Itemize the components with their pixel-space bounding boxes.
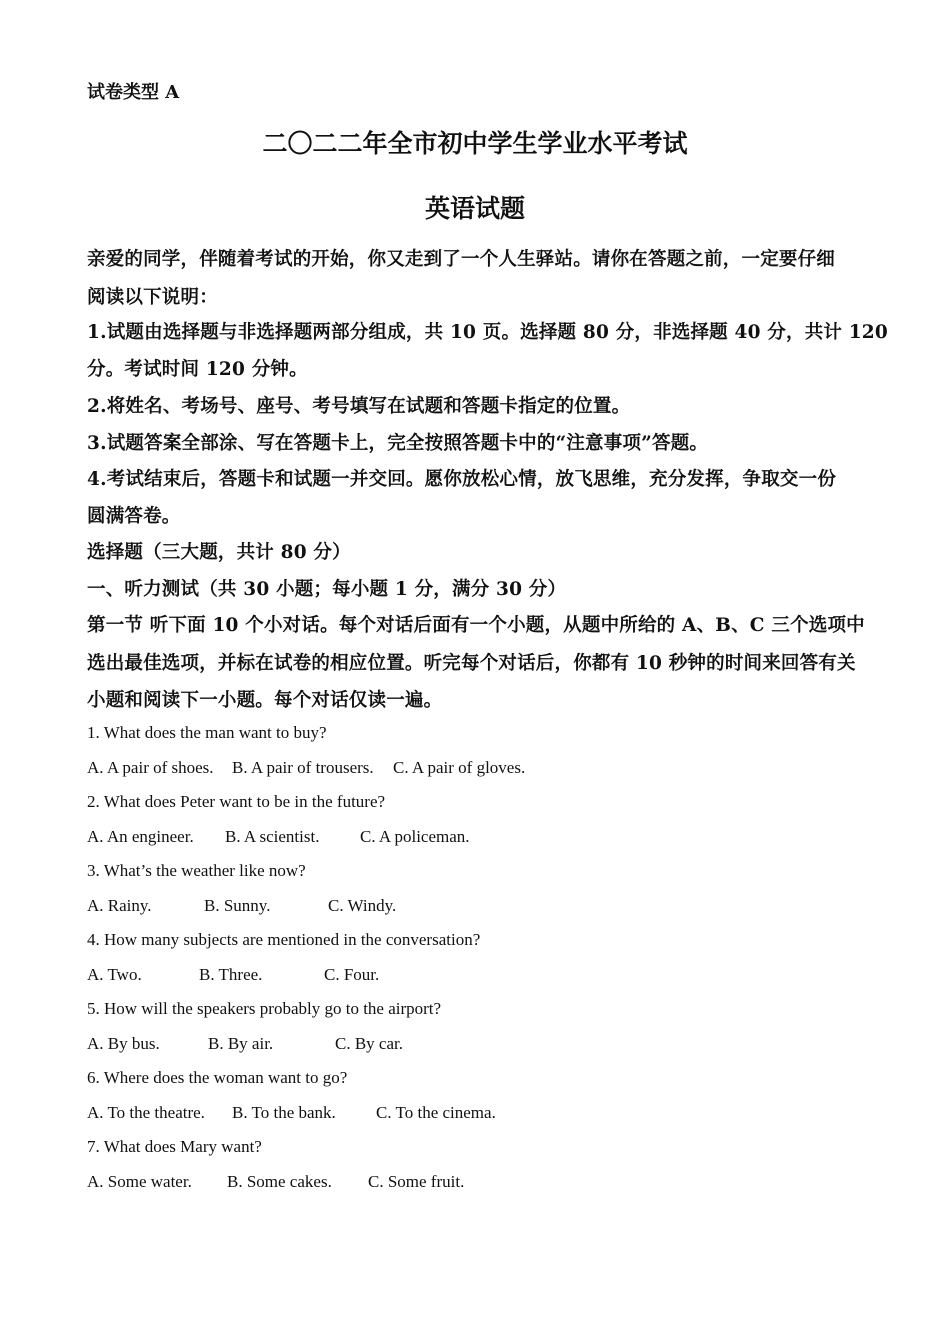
option-c: C. A policeman. (360, 827, 470, 846)
answer-options (87, 827, 470, 847)
part-heading: 一、听力测试（共 30 小题；每小题 1 分，满分 30 分） (87, 579, 567, 600)
question-text: 5. How will the speakers probably go to the airport? (87, 999, 442, 1018)
answer-options (87, 1034, 403, 1054)
option-a: A. Some water. (87, 1172, 192, 1191)
question-text: 7. What does Mary want? (87, 1137, 262, 1156)
answer-options (87, 1172, 464, 1192)
option-a: A. To the theatre. (87, 1103, 205, 1122)
question-text: 1. What does the man want to buy? (87, 723, 327, 742)
question-text: 3. What’s the weather like now? (87, 861, 306, 880)
option-b: B. By air. (208, 1034, 274, 1053)
section-directions: 选出最佳选项，并标在试卷的相应位置。听完每个对话后，你都有 10 秒钟的时间来回答有关 (87, 653, 856, 674)
answer-options (87, 1103, 496, 1123)
option-b: B. Sunny. (204, 896, 271, 915)
section-directions: 第一节 听下面 10 个小对话。每个对话后面有一个小题，从题中所给的 A、B、C 三个选项中 (87, 615, 865, 636)
instruction-line: 分。考试时间 120 分钟。 (87, 359, 308, 380)
exam-subtitle: 英语试题 (424, 194, 525, 223)
section-heading: 选择题（三大题，共计 80 分） (87, 542, 351, 563)
option-b: B. Three. (199, 965, 263, 984)
answer-options (87, 896, 396, 916)
question-text: 2. What does Peter want to be in the future? (87, 792, 386, 811)
instruction-line: 1.试题由选择题与非选择题两部分组成，共 10 页。选择题 80 分，非选择题 40 分，共计 120 (87, 322, 888, 343)
instruction-line: 2.将姓名、考场号、座号、考号填写在试题和答题卡指定的位置。 (87, 396, 631, 417)
instruction-line: 圆满答卷。 (87, 506, 181, 527)
exam-title: 二〇二二年全市初中学生学业水平考试 (262, 129, 688, 158)
option-c: C. To the cinema. (376, 1103, 496, 1122)
instruction-line: 3.试题答案全部涂、写在答题卡上，完全按照答题卡中的“注意事项”答题。 (87, 433, 709, 454)
option-a: A. Rainy. (87, 896, 152, 915)
option-c: C. A pair of gloves. (393, 758, 526, 777)
option-a: A. An engineer. (87, 827, 194, 846)
option-c: C. Windy. (328, 896, 397, 915)
instruction-line: 4.考试结束后，答题卡和试题一并交回。愿你放松心情，放飞思维，充分发挥，争取交一份 (87, 469, 837, 490)
option-c: C. Four. (324, 965, 380, 984)
option-b: B. A pair of trousers. (232, 758, 374, 777)
question-text: 4. How many subjects are mentioned in the conversation? (87, 930, 481, 949)
section-directions: 小题和阅读下一小题。每个对话仅读一遍。 (87, 690, 443, 711)
instruction-line: 阅读以下说明： (87, 287, 218, 308)
answer-options (87, 965, 379, 985)
question-text: 6. Where does the woman want to go? (87, 1068, 348, 1087)
option-a: A. Two. (87, 965, 142, 984)
option-c: C. Some fruit. (368, 1172, 465, 1191)
instruction-line: 亲爱的同学，伴随着考试的开始，你又走到了一个人生驿站。请你在答题之前，一定要仔细 (87, 249, 836, 270)
option-b: B. Some cakes. (227, 1172, 332, 1191)
option-c: C. By car. (335, 1034, 403, 1053)
option-a: A. By bus. (87, 1034, 160, 1053)
option-b: B. A scientist. (225, 827, 320, 846)
option-b: B. To the bank. (232, 1103, 336, 1122)
paper-type-label: 试卷类型 A (87, 82, 180, 103)
option-a: A. A pair of shoes. (87, 758, 214, 777)
answer-options (87, 758, 525, 778)
